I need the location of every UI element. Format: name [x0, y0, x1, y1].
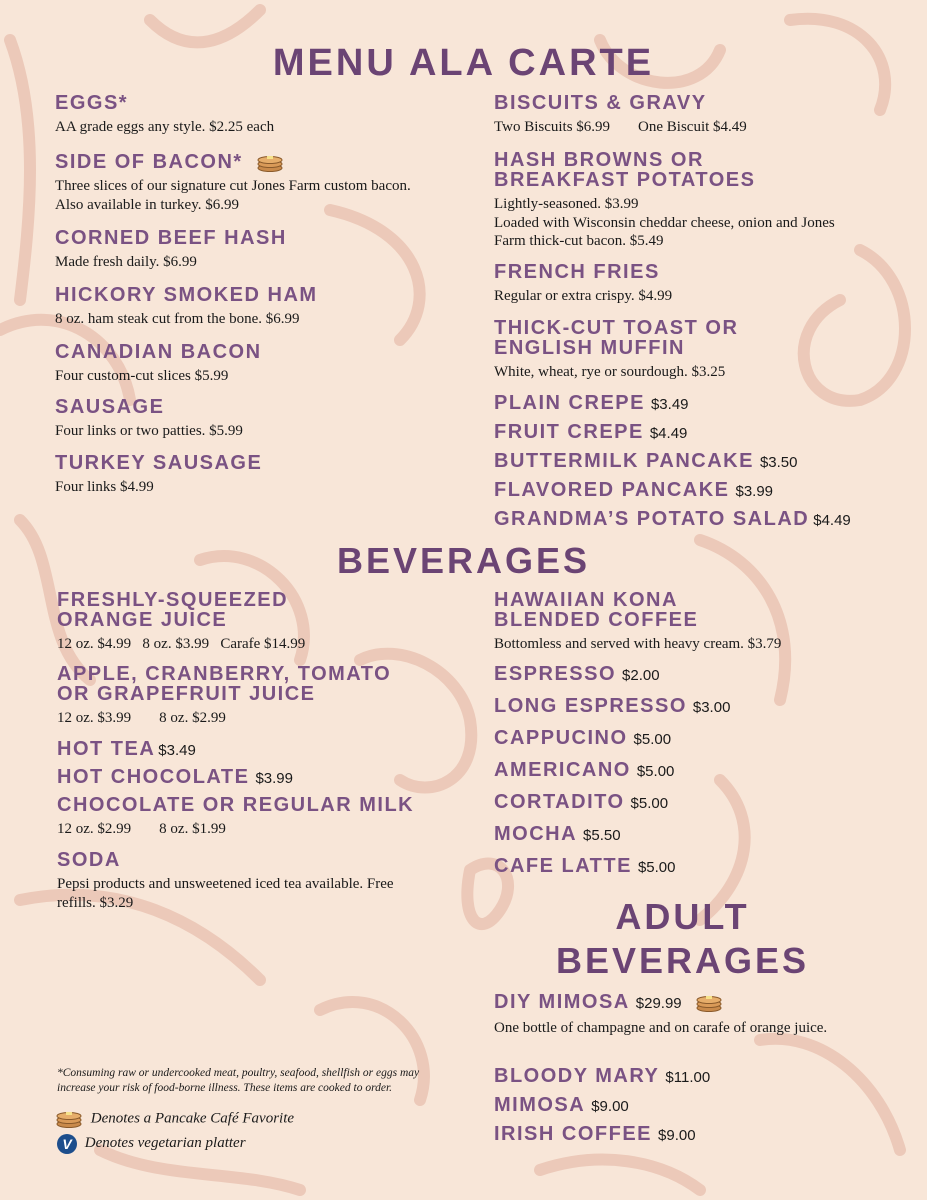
item-french-fries	[494, 262, 894, 306]
item-mimosa	[494, 1095, 894, 1117]
item-title-text: HOT CHOCOLATE	[57, 766, 250, 788]
item-desc: Pepsi products and unsweetened iced tea available. Free refills. $3.29	[57, 876, 394, 911]
item-prices	[57, 820, 467, 839]
item-orange-juice	[57, 590, 457, 654]
item-title-text: SIDE OF BACON*	[55, 151, 243, 173]
item-title: TURKEY SAUSAGE	[55, 452, 263, 474]
item-title-text: CORTADITO	[494, 791, 625, 813]
item-title-line1: HAWAIIAN KONA	[494, 589, 678, 611]
item-title-text: MIMOSA	[494, 1094, 586, 1116]
item-title: HICKORY SMOKED HAM	[55, 284, 318, 306]
item-price: $3.00	[692, 699, 731, 716]
item-desc: One bottle of champagne and on carafe of orange juice.	[494, 1020, 828, 1036]
vegetarian-icon: V	[57, 1134, 77, 1154]
item-hickory-smoked-ham	[55, 285, 455, 329]
legend-favorite-text: Denotes a Pancake Café Favorite	[90, 1110, 295, 1127]
item-desc: Regular or extra crispy. $4.99	[494, 288, 673, 304]
pancake-icon	[256, 154, 284, 172]
item-title-text: AMERICANO	[494, 759, 631, 781]
price-8oz: 8 oz. $2.99	[159, 710, 226, 726]
item-desc: Four links $4.99	[55, 479, 154, 495]
item-price: $29.99	[635, 995, 682, 1012]
item-eggs	[55, 93, 455, 137]
item-desc: Bottomless and served with heavy cream. $3.79	[494, 636, 782, 652]
item-price: $5.00	[637, 859, 676, 876]
item-cortadito	[494, 792, 894, 814]
item-desc	[494, 118, 894, 137]
item-americano	[494, 760, 894, 782]
item-price: $3.99	[255, 770, 293, 787]
item-title: CANADIAN BACON	[55, 341, 262, 363]
price-12oz: 12 oz. $2.99	[57, 821, 132, 837]
item-prices	[57, 635, 457, 654]
item-title: CORNED BEEF HASH	[55, 227, 287, 249]
item-title: CHOCOLATE OR REGULAR MILK	[57, 794, 415, 816]
item-title-text: CAPPUCINO	[494, 727, 628, 749]
item-desc: 8 oz. ham steak cut from the bone. $6.99	[55, 311, 300, 327]
item-price: $3.99	[735, 483, 774, 500]
item-prices	[57, 709, 467, 728]
item-title-line2: ENGLISH MUFFIN	[494, 337, 685, 359]
item-toast	[494, 318, 894, 382]
item-title-line1: HASH BROWNS OR	[494, 149, 704, 171]
item-diy-mimosa	[494, 992, 854, 1038]
item-price: $4.49	[649, 425, 688, 442]
item-title-text: ESPRESSO	[494, 663, 617, 685]
item-price: $5.50	[583, 827, 621, 844]
item-flavored-pancake	[494, 480, 914, 502]
item-title: SAUSAGE	[55, 396, 165, 418]
legend-vegetarian	[57, 1134, 377, 1154]
beverages-title: BEVERAGES	[336, 540, 591, 581]
item-price: $11.00	[665, 1069, 711, 1086]
item-price: $5.00	[633, 731, 672, 748]
item-plain-crepe	[494, 393, 914, 415]
price-8oz: 8 oz. $3.99	[142, 636, 210, 652]
disclaimer: *Consuming raw or undercooked meat, poultry, seafood, shellfish or eggs may increase your risk of food-borne illness. These items are cooked to order.	[57, 1067, 420, 1094]
item-price: $4.49	[813, 512, 851, 529]
item-espresso	[494, 664, 894, 686]
adult-title-line2: BEVERAGES	[555, 940, 810, 981]
item-grandmas-potato-salad	[494, 509, 914, 531]
item-title-text: BUTTERMILK PANCAKE	[494, 450, 754, 472]
item-title: FRENCH FRIES	[494, 261, 660, 283]
item-title	[57, 767, 457, 789]
price-carafe: Carafe $14.99	[220, 636, 306, 652]
menu-ala-carte-title: MENU ALA CARTE	[272, 42, 655, 84]
item-title-text: CAFE LATTE	[494, 855, 632, 877]
item-title	[57, 739, 457, 761]
legend-favorite	[55, 1110, 375, 1128]
item-title-text: HOT TEA	[57, 738, 156, 760]
item-price: $5.00	[636, 763, 675, 780]
item-desc-loaded: Loaded with Wisconsin cheddar cheese, onion and Jones Farm thick-cut bacon. $5.49	[494, 214, 835, 249]
item-title-text: FLAVORED PANCAKE	[494, 479, 730, 501]
item-title-line2: BREAKFAST POTATOES	[494, 169, 756, 191]
item-juices	[57, 664, 467, 728]
item-hot-chocolate	[57, 767, 457, 789]
item-price: $9.00	[591, 1098, 629, 1115]
item-long-espresso	[494, 696, 894, 718]
item-side-of-bacon	[55, 152, 425, 214]
item-price: $2.00	[622, 667, 660, 684]
item-price: $3.50	[759, 454, 798, 471]
item-bloody-mary	[494, 1066, 894, 1088]
item-biscuits-gravy	[494, 93, 894, 137]
item-title-text: IRISH COFFEE	[494, 1123, 653, 1145]
price-one-biscuit: One Biscuit $4.49	[638, 119, 747, 135]
item-desc: White, wheat, rye or sourdough. $3.25	[494, 364, 726, 380]
item-title-text: FRUIT CREPE	[494, 421, 644, 443]
price-two-biscuits: Two Biscuits $6.99	[494, 119, 611, 135]
item-title-line2: ORANGE JUICE	[57, 609, 228, 631]
price-12oz: 12 oz. $4.99	[57, 636, 132, 652]
item-title-line2: OR GRAPEFRUIT JUICE	[57, 683, 316, 705]
price-8oz: 8 oz. $1.99	[159, 821, 226, 837]
adult-title-line1: ADULT	[615, 896, 750, 937]
item-milk	[57, 795, 467, 839]
item-title-text: BLOODY MARY	[494, 1065, 660, 1087]
item-title-line1: THICK-CUT TOAST OR	[494, 317, 739, 339]
item-title-line1: APPLE, CRANBERRY, TOMATO	[57, 663, 392, 685]
item-title	[494, 992, 854, 1014]
item-cappucino	[494, 728, 894, 750]
item-title	[55, 152, 425, 172]
adult-items	[494, 1066, 894, 1146]
item-desc: Four links or two patties. $5.99	[55, 423, 243, 439]
item-hot-tea	[57, 739, 457, 761]
item-fruit-crepe	[494, 422, 914, 444]
item-sausage	[55, 397, 455, 441]
legend-veg-text: Denotes vegetarian platter	[84, 1135, 246, 1152]
pancake-icon	[55, 1110, 83, 1128]
item-title-line1: FRESHLY-SQUEEZED	[57, 589, 289, 611]
item-buttermilk-pancake	[494, 451, 914, 473]
item-desc: AA grade eggs any style. $2.25 each	[55, 119, 275, 135]
item-title-text: LONG ESPRESSO	[494, 695, 687, 717]
item-price: $9.00	[658, 1127, 696, 1144]
item-desc: Four custom-cut slices $5.99	[55, 368, 229, 384]
item-kona-coffee	[494, 590, 904, 654]
item-title-text: PLAIN CREPE	[494, 392, 645, 414]
item-title: BISCUITS & GRAVY	[494, 92, 707, 114]
item-irish-coffee	[494, 1124, 894, 1146]
coffee-items	[494, 664, 894, 878]
item-turkey-sausage	[55, 453, 455, 497]
item-price: $3.49	[650, 396, 689, 413]
item-desc: Lightly-seasoned. $3.99	[494, 196, 639, 212]
item-hash-browns	[494, 150, 894, 251]
pancake-icon	[695, 994, 723, 1012]
item-price: $3.49	[158, 742, 196, 759]
item-title-line2: BLENDED COFFEE	[494, 609, 699, 631]
adult-beverages-title	[540, 895, 825, 983]
item-title-text: GRANDMA’S POTATO SALAD	[494, 508, 810, 530]
price-12oz: 12 oz. $3.99	[57, 710, 132, 726]
item-title-text: MOCHA	[494, 823, 578, 845]
simple-items	[494, 393, 914, 531]
item-desc: Made fresh daily. $6.99	[55, 254, 197, 270]
item-desc: Three slices of our signature cut Jones Farm custom bacon. Also available in turkey. $6.99	[55, 178, 411, 213]
item-title: EGGS*	[55, 92, 129, 114]
item-soda	[57, 850, 427, 912]
item-title: SODA	[57, 849, 121, 871]
item-mocha	[494, 824, 894, 846]
item-title-text: DIY MIMOSA	[494, 991, 630, 1013]
item-corned-beef-hash	[55, 228, 455, 272]
item-cafe-latte	[494, 856, 894, 878]
item-price: $5.00	[630, 795, 669, 812]
item-canadian-bacon	[55, 342, 455, 386]
